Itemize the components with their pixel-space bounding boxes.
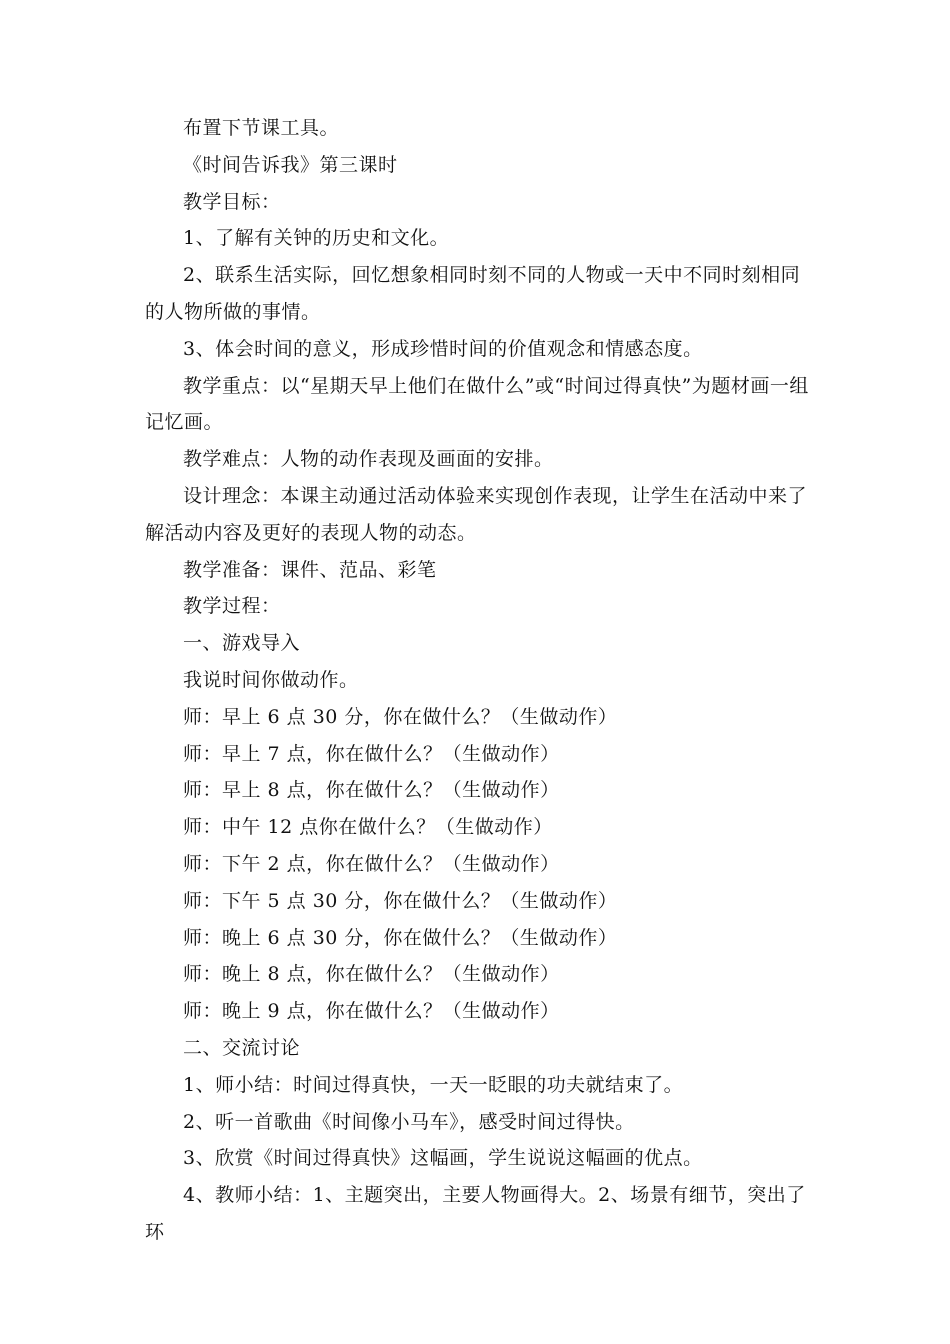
teaching-focus: 教学重点：以“星期天早上他们在做什么”或“时间过得真快”为题材画一组记忆画。 <box>145 374 809 434</box>
dialogue-line: 师：晚上 8 点，你在做什么？（生做动作） <box>183 963 560 986</box>
goal-item-2: 2、联系生活实际，回忆想象相同时刻不同的人物或一天中不同时刻相同的人物所做的事情。 <box>145 264 801 323</box>
dialogue-line: 师：早上 8 点，你在做什么？（生做动作） <box>183 779 560 802</box>
teaching-preparation: 教学准备：课件、范品、彩笔 <box>183 558 437 581</box>
teaching-difficulty: 教学难点：人物的动作表现及画面的安排。 <box>183 448 554 471</box>
lesson-title: 《时间告诉我》第三课时 <box>183 153 398 176</box>
paragraph-assign-tools: 布置下节课工具。 <box>183 117 340 139</box>
discussion-item-1: 1、师小结：时间过得真快，一天一眨眼的功夫就结束了。 <box>183 1073 684 1096</box>
heading-teaching-goals: 教学目标： <box>183 190 281 213</box>
section-game-intro: 一、游戏导入 <box>183 632 301 655</box>
dialogue-line: 师：下午 2 点，你在做什么？（生做动作） <box>183 852 560 875</box>
discussion-item-3: 3、欣赏《时间过得真快》这幅画，学生说说这幅画的优点。 <box>183 1147 703 1170</box>
heading-teaching-process: 教学过程： <box>183 595 281 618</box>
design-concept: 设计理念：本课主动通过活动体验来实现创作表现，让学生在活动中来了解活动内容及更好的表现人物的动态。 <box>145 484 808 544</box>
dialogue-line: 师：晚上 6 点 30 分，你在做什么？（生做动作） <box>183 926 618 949</box>
discussion-item-2: 2、听一首歌曲《时间像小马车》，感受时间过得快。 <box>183 1110 635 1133</box>
goal-item-3: 3、体会时间的意义，形成珍惜时间的价值观念和情感态度。 <box>183 337 703 360</box>
game-instruction: 我说时间你做动作。 <box>183 668 359 691</box>
dialogue-line: 师：早上 7 点，你在做什么？（生做动作） <box>183 742 560 765</box>
dialogue-line: 师：晚上 9 点，你在做什么？（生做动作） <box>183 1000 560 1023</box>
dialogue-line: 师：下午 5 点 30 分，你在做什么？（生做动作） <box>183 889 618 912</box>
goal-item-1: 1、了解有关钟的历史和文化。 <box>183 227 450 250</box>
discussion-item-4: 4、教师小结：1、主题突出，主要人物画得大。2、场景有细节，突出了环 <box>145 1184 806 1243</box>
document-body <box>145 110 810 1251</box>
dialogue-line: 师：中午 12 点你在做什么？（生做动作） <box>183 816 553 839</box>
section-discussion: 二、交流讨论 <box>183 1036 301 1059</box>
dialogue-line: 师：早上 6 点 30 分，你在做什么？（生做动作） <box>183 705 618 728</box>
